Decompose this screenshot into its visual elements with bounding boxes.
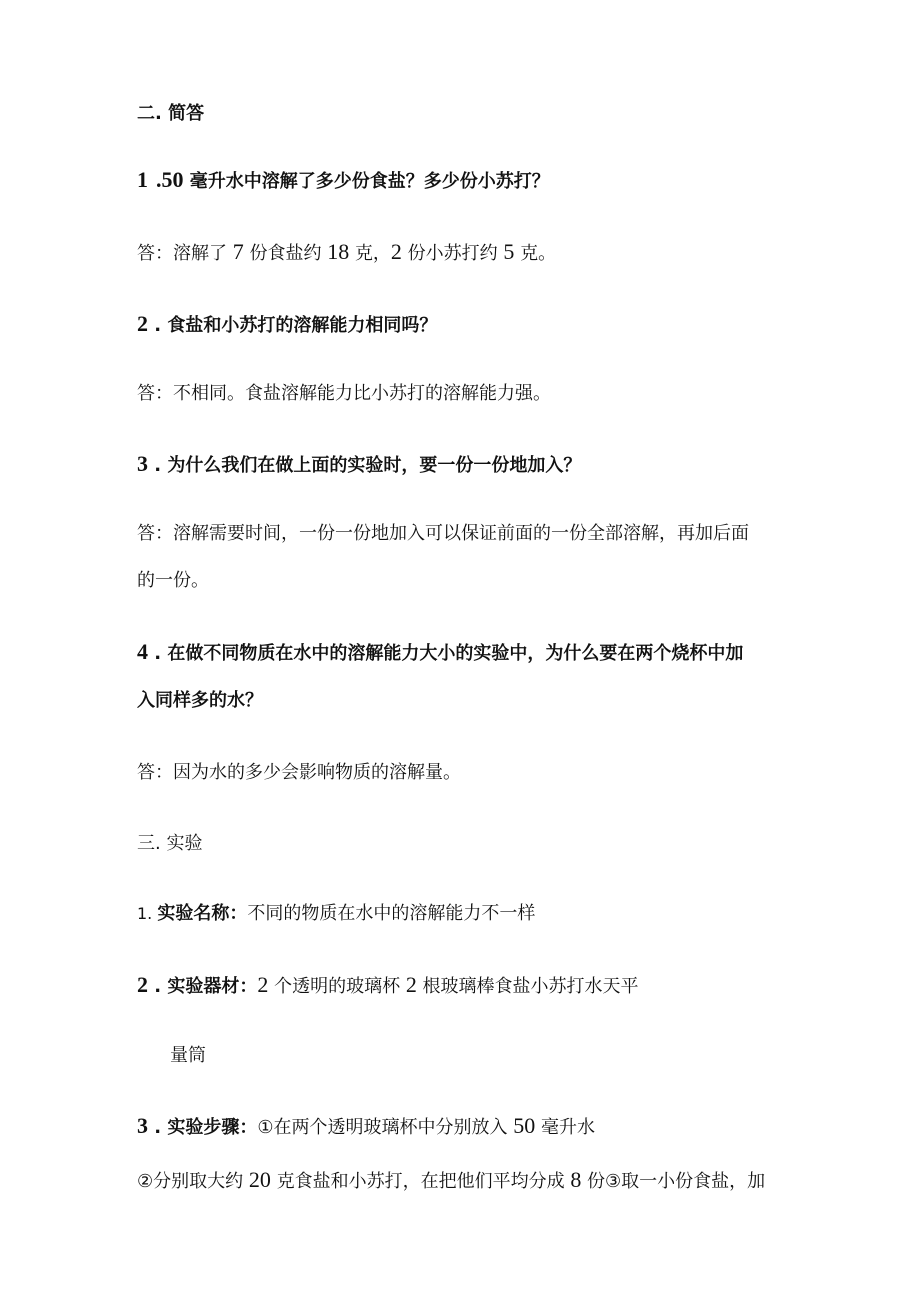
- answer-1-part-b: 份食盐约: [243, 243, 328, 264]
- question-2: [137, 312, 437, 338]
- answer-4: [137, 761, 461, 785]
- experiment-item-3-num-3: 8: [570, 1167, 582, 1192]
- question-4-number: 4: [137, 639, 148, 664]
- experiment-item-1-value: 不同的物质在水中的溶解能力不一样: [247, 903, 536, 924]
- answer-1-part-c: 克，: [349, 243, 391, 264]
- experiment-item-1-number: 1.: [137, 904, 158, 923]
- section-2-heading: [137, 102, 204, 126]
- section-3-heading-text: 三. 实验: [137, 833, 203, 854]
- answer-3-line-1: [137, 522, 749, 546]
- experiment-item-3-part-d: 克食盐和小苏打，在把他们平均分成: [270, 1171, 571, 1192]
- question-3: [137, 452, 581, 478]
- experiment-item-2: [137, 973, 639, 999]
- section-2-heading-text: 二. 简答: [137, 103, 205, 124]
- experiment-item-2-label: . 实验器材：: [148, 976, 258, 997]
- answer-2: [137, 382, 551, 406]
- question-4-text-1: . 在做不同物质在水中的溶解能力大小的实验中，为什么要在两个烧杯中加: [148, 643, 744, 664]
- experiment-item-3-part-a: ①在两个透明玻璃杯中分别放入: [257, 1117, 514, 1138]
- question-4-line-1: [137, 640, 743, 666]
- experiment-item-3-part-c: ②分别取大约: [137, 1171, 249, 1192]
- answer-1-num-3: 2: [390, 239, 402, 264]
- answer-2-text: 答：不相同。食盐溶解能力比小苏打的溶解能力强。: [137, 383, 551, 404]
- question-2-text: . 食盐和小苏打的溶解能力相同吗？: [148, 315, 438, 336]
- answer-1-num-2: 18: [327, 239, 350, 264]
- question-4-text-2: 入同样多的水？: [137, 690, 263, 711]
- section-3-heading: [137, 832, 202, 856]
- experiment-item-2-text-2: 量筒: [170, 1045, 206, 1066]
- experiment-item-3-label: . 实验步骤：: [148, 1117, 258, 1138]
- question-3-number: 3: [137, 451, 148, 476]
- answer-3-line-2: [137, 569, 209, 593]
- answer-4-text: 答：因为水的多少会影响物质的溶解量。: [137, 762, 461, 783]
- experiment-item-2-num-2: 2: [405, 972, 417, 997]
- question-4-line-2: [137, 689, 263, 713]
- question-1: [137, 168, 550, 194]
- experiment-item-2-line-2: [170, 1044, 206, 1068]
- answer-1-num-1: 7: [232, 239, 244, 264]
- question-1-number: 1: [137, 167, 148, 192]
- experiment-item-2-num-1: 2: [257, 972, 269, 997]
- answer-1-part-d: 份小苏打约: [401, 243, 504, 264]
- experiment-item-3-part-e: 份③取一小份食盐，加: [581, 1171, 766, 1192]
- experiment-item-3-part-b: 毫升水: [535, 1117, 595, 1138]
- experiment-item-1-label: 实验名称：: [157, 903, 248, 924]
- experiment-item-2-number: 2: [137, 972, 148, 997]
- answer-3-text-2: 的一份。: [137, 570, 209, 591]
- answer-1-num-4: 5: [503, 239, 515, 264]
- answer-1-part-a: 答：溶解了: [137, 243, 233, 264]
- answer-1-part-e: 克。: [514, 243, 557, 264]
- experiment-item-3-line-2: [137, 1168, 765, 1194]
- question-3-text: . 为什么我们在做上面的实验时，要一份一份地加入？: [148, 455, 582, 476]
- question-2-number: 2: [137, 311, 148, 336]
- experiment-item-3: [137, 1114, 595, 1140]
- experiment-item-1: [137, 902, 535, 926]
- question-1-text: 毫升水中溶解了多少份食盐？多少份小苏打？: [183, 171, 550, 192]
- answer-1: [137, 240, 556, 266]
- experiment-item-3-num-2: 20: [248, 1167, 271, 1192]
- experiment-item-2-part-b: 根玻璃棒食盐小苏打水天平: [416, 976, 639, 997]
- experiment-item-3-num-1: 50: [513, 1113, 536, 1138]
- experiment-item-2-part-a: 个透明的玻璃杯: [268, 976, 406, 997]
- question-1-number-suffix: .50: [156, 167, 184, 192]
- experiment-item-3-number: 3: [137, 1113, 148, 1138]
- answer-3-text-1: 答：溶解需要时间，一份一份地加入可以保证前面的一份全部溶解，再加后面: [137, 523, 749, 544]
